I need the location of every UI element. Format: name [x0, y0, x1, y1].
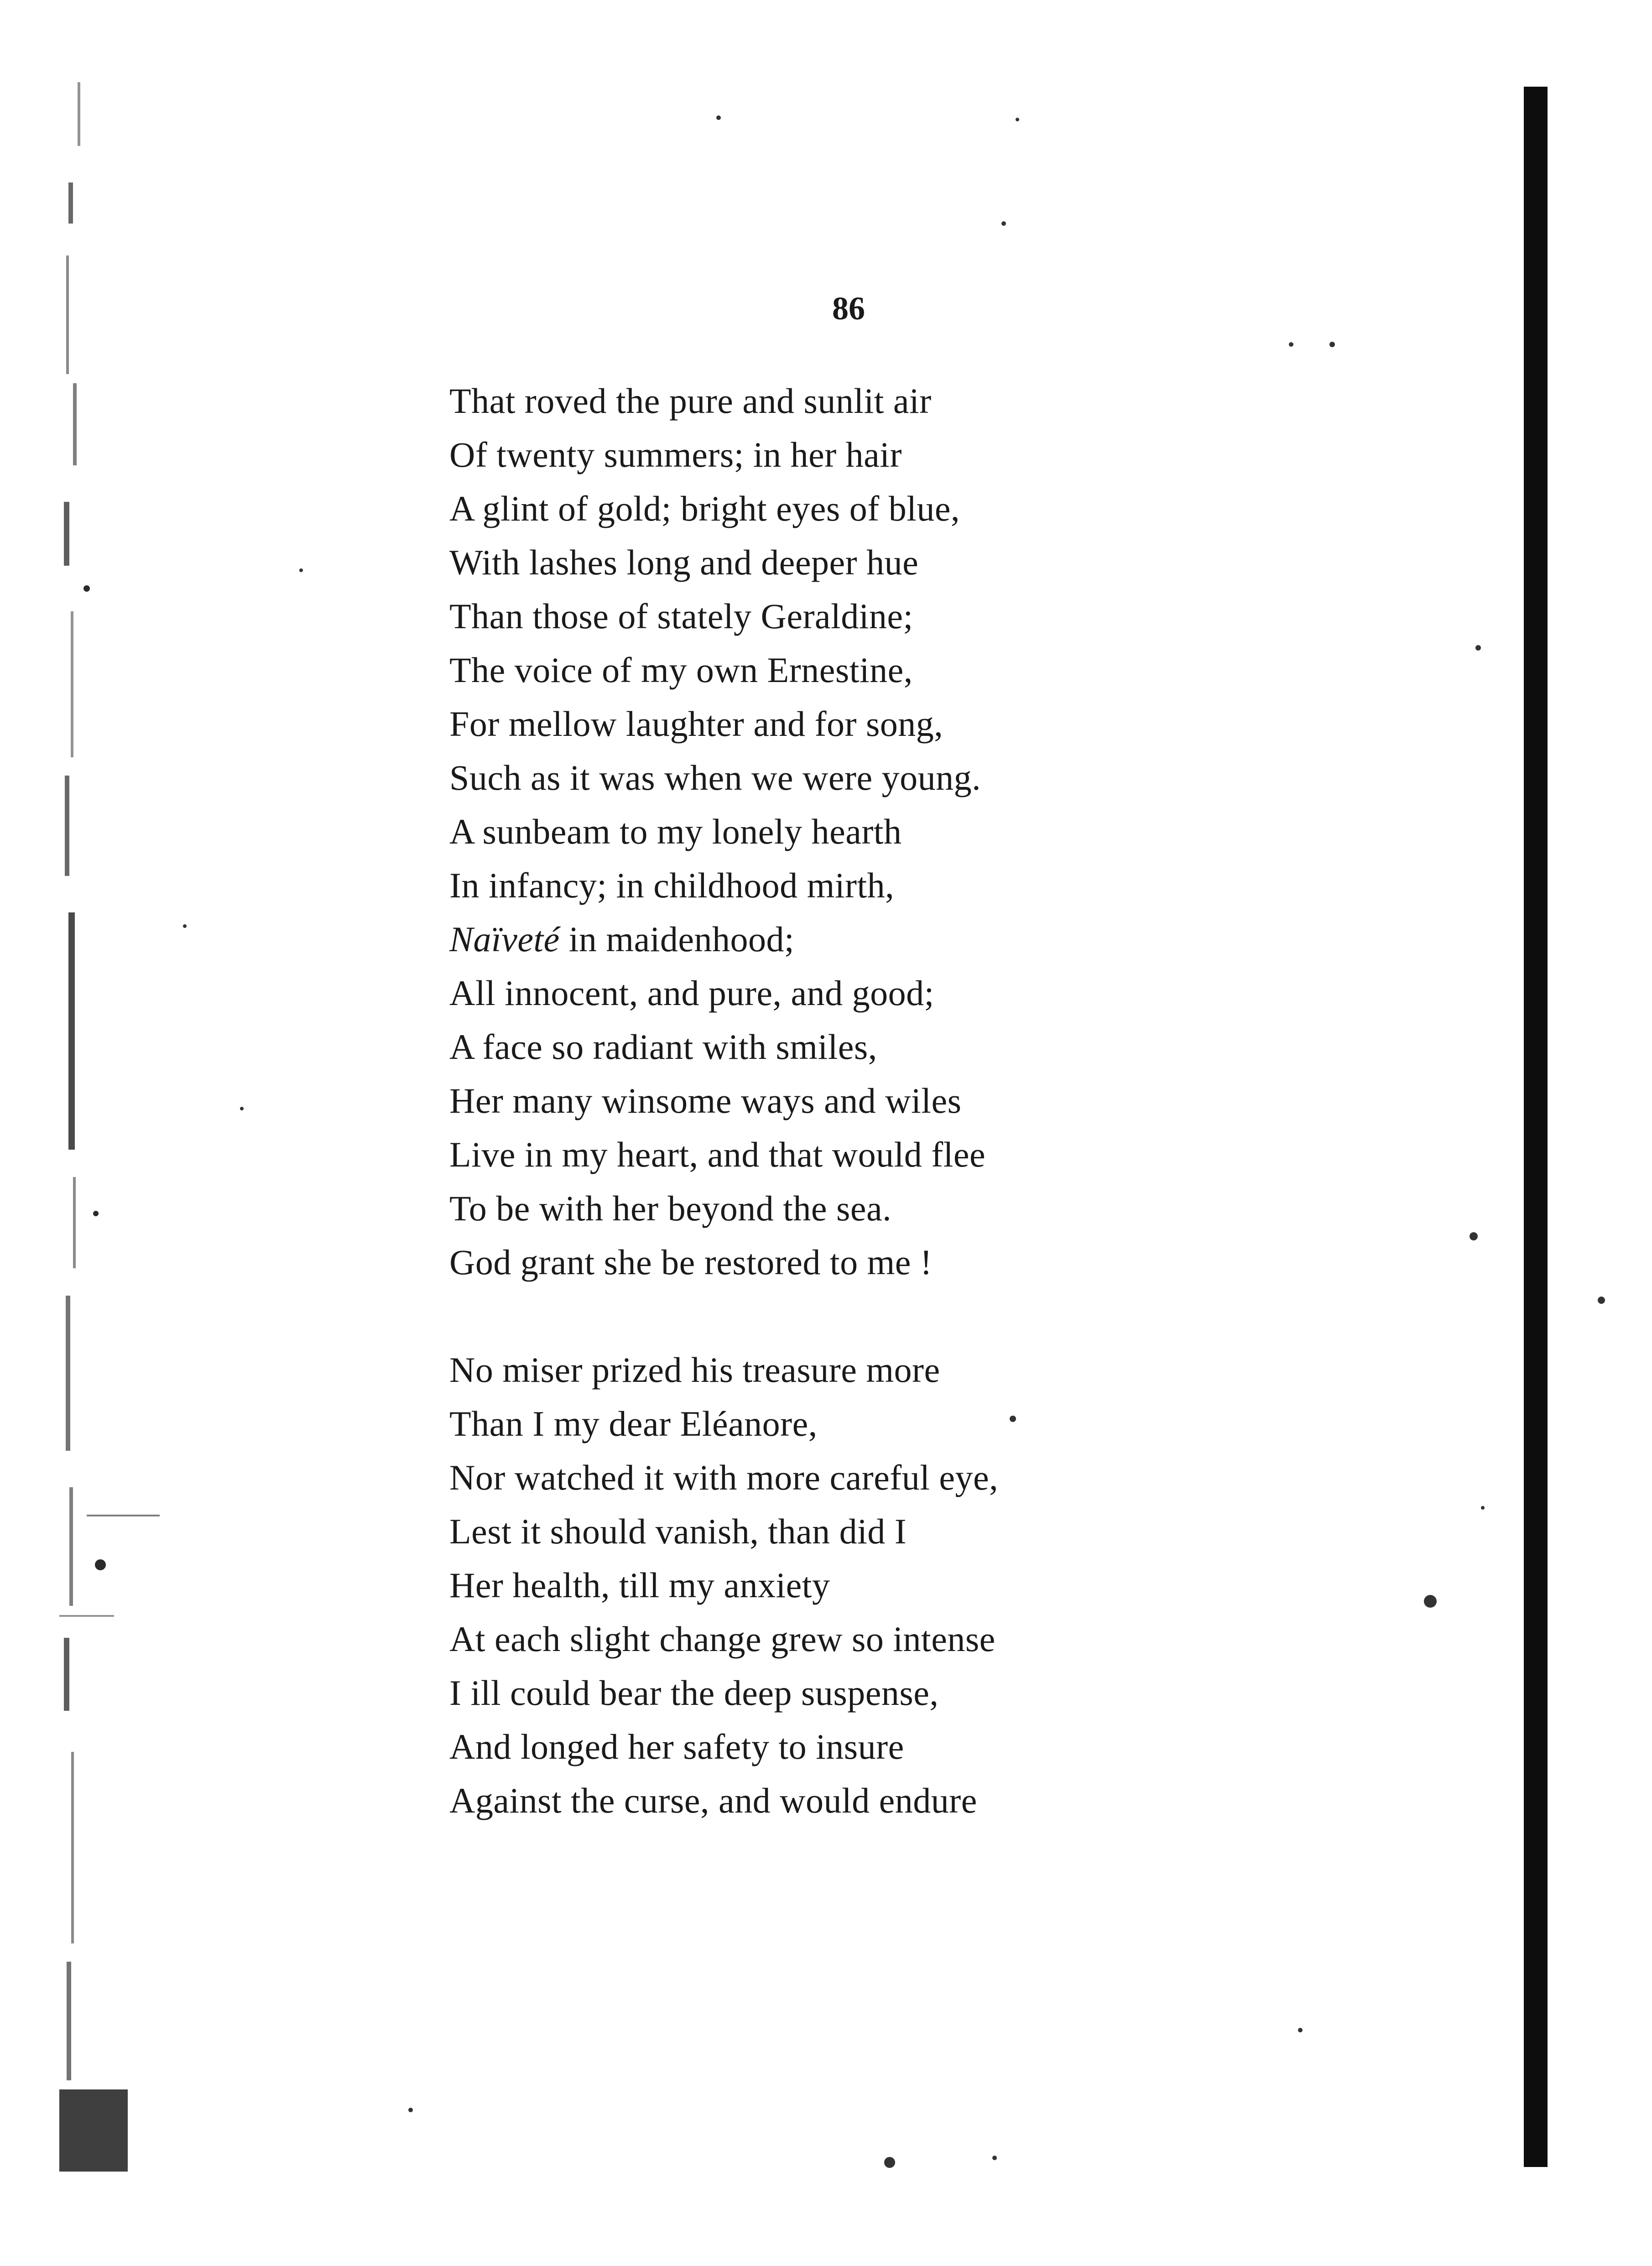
poem-line: For mellow laughter and for song,: [449, 704, 943, 744]
poem-line: The voice of my own Ernestine,: [449, 650, 913, 690]
poem-line: Than I my dear Eléanore,: [449, 1404, 818, 1443]
poem-line: Nor watched it with more careful eye,: [449, 1458, 999, 1497]
page-number: 86: [832, 290, 865, 327]
poem-line: All innocent, and pure, and good;: [449, 973, 934, 1013]
poem-body: [449, 374, 1453, 1828]
poem-line: A glint of gold; bright eyes of blue,: [449, 489, 960, 528]
poem-line: Live in my heart, and that would flee: [449, 1135, 986, 1174]
binding-edge-noise: [59, 64, 160, 2208]
italic-word: Naïveté: [449, 919, 560, 959]
poem-line: And longed her safety to insure: [449, 1727, 904, 1766]
poem-line: Of twenty summers; in her hair: [449, 435, 902, 474]
poem-line: Lest it should vanish, than did I: [449, 1511, 907, 1551]
poem-line: God grant she be restored to me !: [449, 1242, 933, 1282]
stanza-break: [449, 1289, 1453, 1343]
poem-line: That roved the pure and sunlit air: [449, 381, 932, 421]
poem-line: At each slight change grew so intense: [449, 1619, 995, 1659]
poem-line: I ill could bear the deep suspense,: [449, 1673, 939, 1713]
poem-line: Her health, till my anxiety: [449, 1565, 830, 1605]
poem-line-rest: in maidenhood;: [568, 919, 795, 959]
poem-line: To be with her beyond the sea.: [449, 1188, 892, 1228]
poem-line: Her many winsome ways and wiles: [449, 1081, 962, 1120]
poem-line: In infancy; in childhood mirth,: [449, 865, 895, 905]
poem-line: Such as it was when we were young.: [449, 758, 981, 797]
poem-line: With lashes long and deeper hue: [449, 542, 919, 582]
poem-line: Against the curse, and would endure: [449, 1781, 977, 1820]
poem-line: A sunbeam to my lonely hearth: [449, 812, 902, 851]
poem-line: [449, 912, 1453, 966]
poem-line: Than those of stately Geraldine;: [449, 596, 913, 636]
poem-line: A face so radiant with smiles,: [449, 1027, 877, 1067]
poem-line: No miser prized his treasure more: [449, 1350, 940, 1390]
right-edge-bar: [1524, 87, 1548, 2167]
